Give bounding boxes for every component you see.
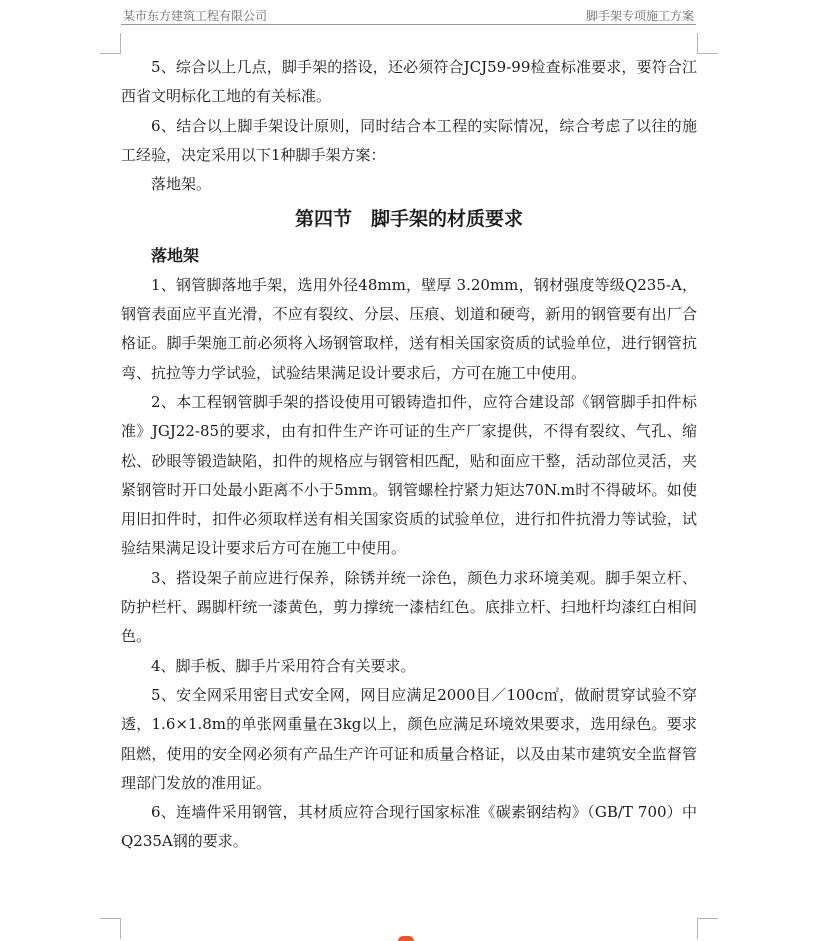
paragraph: 5、综合以上几点，脚手架的搭设，还必须符合JCJ59-99检查标准要求，要符合江西省文明标化工地的有关标准。 [121, 58, 697, 106]
margin-mark-top-left [100, 33, 121, 54]
scroll-indicator [398, 936, 414, 941]
margin-mark-bottom-right [697, 918, 718, 939]
margin-mark-bottom-left [100, 918, 121, 939]
paragraph: 落地架。 [151, 175, 212, 194]
subheading: 落地架 [151, 246, 200, 266]
document-body[interactable] [121, 53, 697, 857]
paragraph: 2、本工程钢管脚手架的搭设使用可锻铸造扣件，应符合建设部《钢管脚手扣件标准》JGJ22-85的要求，由有扣件生产许可证的生产厂家提供，不得有裂纹、气孔、缩松、砂眼等锻造缺陷，扣件的规格应与钢管相匹配，贴和面应干整，活动部位灵活，夹紧钢管时开口处最小距离不小于5mm。钢管螺栓拧紧力矩达70N.m时不得破坏。如使用旧扣件时，扣件必须取样送有相关国家资质的试验单位，进行扣件抗滑力等试验，试验结果满足设计要求后方可在施工中使用。 [121, 392, 697, 558]
paragraph: 6、连墙件采用钢管，其材质应符合现行国家标准《碳素钢结构》（GB/T 700）中Q235A钢的要求。 [121, 803, 697, 851]
paragraph: 5、安全网采用密目式安全网，网目应满足2000目／100c㎡，做耐贯穿试验不穿透，1.6×1.8m的单张网重量在3kg以上，颜色应满足环境效果要求，选用绿色。要求阻燃，使用的安全网必须有产品生产许可证和质量合格证，以及由某市建筑安全监督管理部门发放的准用证。 [121, 685, 697, 792]
paragraph: 4、脚手板、脚手片采用符合有关要求。 [151, 656, 416, 675]
section-title: 第四节 脚手架的材质要求 [294, 208, 523, 231]
paragraph: 1、钢管脚落地手架，选用外径48mm，壁厚 3.20mm，钢材强度等级Q235-A，钢管表面应平直光滑，不应有裂纹、分层、压痕、划道和硬弯，新用的钢管要有出厂合格证。脚手架施工前必须将入场钢管取样，送有相关国家资质的试验单位，进行钢管抗弯、抗拉等力学试验，试验结果满足设计要求后，方可在施工中使用。 [121, 275, 697, 382]
paragraph: 3、搭设架子前应进行保养，除锈并统一涂色，颜色力求环境美观。脚手架立杆、防护栏杆、踢脚杆统一漆黄色，剪力撑统一漆桔红色。底排立杆、扫地杆均漆红白相间 色。 [121, 568, 697, 646]
header-doc-title: 脚手架专项施工方案 [585, 9, 694, 23]
header-company: 某市东方建筑工程有限公司 [123, 9, 268, 23]
margin-mark-top-right [697, 33, 718, 54]
paragraph: 6、结合以上脚手架设计原则，同时结合本工程的实际情况，综合考虑了以往的施工经验，决定采用以下1种脚手架方案： [121, 116, 697, 164]
page-header [121, 6, 696, 25]
